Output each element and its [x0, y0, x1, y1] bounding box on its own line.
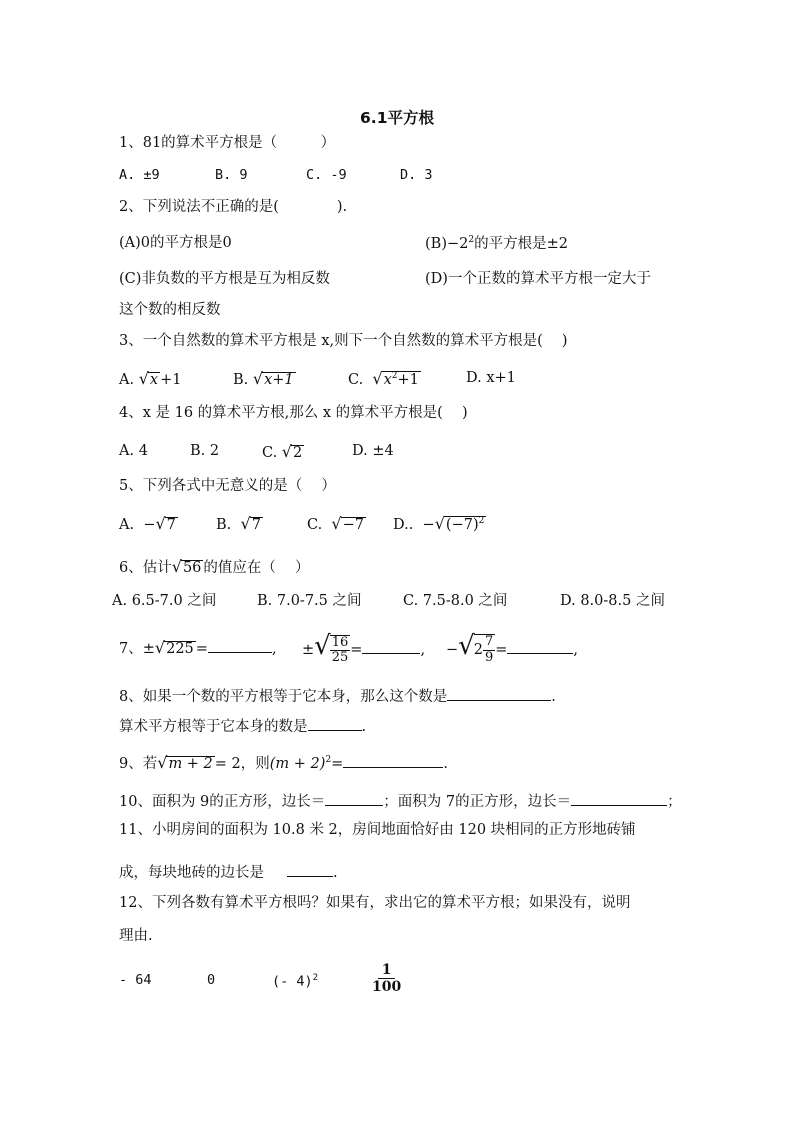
q3-option-d: D. x+1 — [466, 370, 516, 386]
q12-item-zero: 0 — [207, 972, 216, 988]
q12-item-fraction: 1 100 — [372, 962, 402, 996]
q4-stem: 4、x 是 16 的算术平方根,那么 x 的算术平方根是( ) — [119, 405, 468, 421]
q9: 9、若√m + 2 = 2，则$(m + 2)^2=$ . — [119, 753, 448, 772]
q12-item-neg64: - 64 — [119, 972, 152, 988]
q5-stem: 5、下列各式中无意义的是（ ） — [119, 478, 336, 494]
q6-stem: 6、估计√56 的值应在（ ） — [119, 557, 310, 576]
q11-line1: 11、小明房间的面积为 10.8 米 2，房间地面恰好由 120 块相同的正方形地砖铺 — [119, 822, 636, 838]
q1-option-b: B. 9 — [215, 167, 248, 183]
q4-option-c: C. √2 — [262, 442, 303, 461]
q3-option-b: B. √x+1 — [233, 369, 294, 388]
q7-part1: 7、±√225 = , — [119, 638, 277, 657]
page-title: 6.1平方根 — [360, 109, 434, 127]
q10: 10、面积为 9的正方形，边长＝ ；面积为 7的正方形，边长＝ ； — [119, 794, 682, 810]
q1-stem: 1、81的算术平方根是（ ） — [119, 135, 336, 151]
q6-option-c: C. 7.5-8.0 之间 — [403, 593, 508, 609]
q12-item-neg4-squared: (- 4)$^2$ — [272, 973, 319, 990]
q8-line1: 8、如果一个数的平方根等于它本身，那么这个数是 . — [119, 689, 556, 705]
q3-stem: 3、一个自然数的算术平方根是 x,则下一个自然数的算术平方根是( ) — [119, 333, 568, 349]
q4-option-a: A. 4 — [119, 443, 148, 459]
q2-stem: 2、下列说法不正确的是( ). — [119, 199, 348, 215]
q6-option-b: B. 7.0-7.5 之间 — [257, 593, 362, 609]
q2-option-a: (A)0的平方根是0 — [119, 235, 232, 251]
q1-option-a: A. ±9 — [119, 167, 160, 183]
q11-line2: 成，每块地砖的边长是 . — [119, 865, 338, 881]
q2-option-d-continued: 这个数的相反数 — [119, 302, 221, 318]
q2-option-b: $(B)-2^2$的平方根是±2 — [425, 235, 568, 252]
q4-option-b: B. 2 — [190, 443, 220, 459]
q5-option-d: D.. $-√(-7)^2$ — [393, 514, 485, 533]
q12-line1: 12、下列各数有算术平方根吗？如果有，求出它的算术平方根；如果没有，说明 — [119, 895, 631, 911]
q1-option-d: D. 3 — [400, 167, 433, 183]
q1-option-c: C. -9 — [306, 167, 347, 183]
q6-option-a: A. 6.5-7.0 之间 — [112, 593, 217, 609]
q6-option-d: D. 8.0-8.5 之间 — [560, 593, 665, 609]
q7-part2: ±√ $\frac{16}{25}$ = , — [302, 631, 426, 665]
q3-option-c: C. $√x^2+1$ — [348, 369, 419, 388]
q4-option-d: D. ±4 — [352, 443, 394, 459]
q12-line2: 理由. — [119, 928, 153, 944]
q5-option-c: C. √−7 — [307, 514, 364, 533]
q7-part3: −√2 $\frac{7}{9}$ = , — [446, 631, 579, 665]
q2-option-d: (D)一个正数的算术平方根一定大于 — [425, 271, 651, 287]
q5-option-a: A. −√7 — [119, 514, 176, 533]
q5-option-b: B. √7 — [216, 514, 261, 533]
q2-option-c: (C)非负数的平方根是互为相反数 — [119, 271, 330, 287]
q8-line2: 算术平方根等于它本身的数是 . — [119, 719, 367, 735]
q3-option-a: A. √x +1 — [119, 369, 182, 388]
